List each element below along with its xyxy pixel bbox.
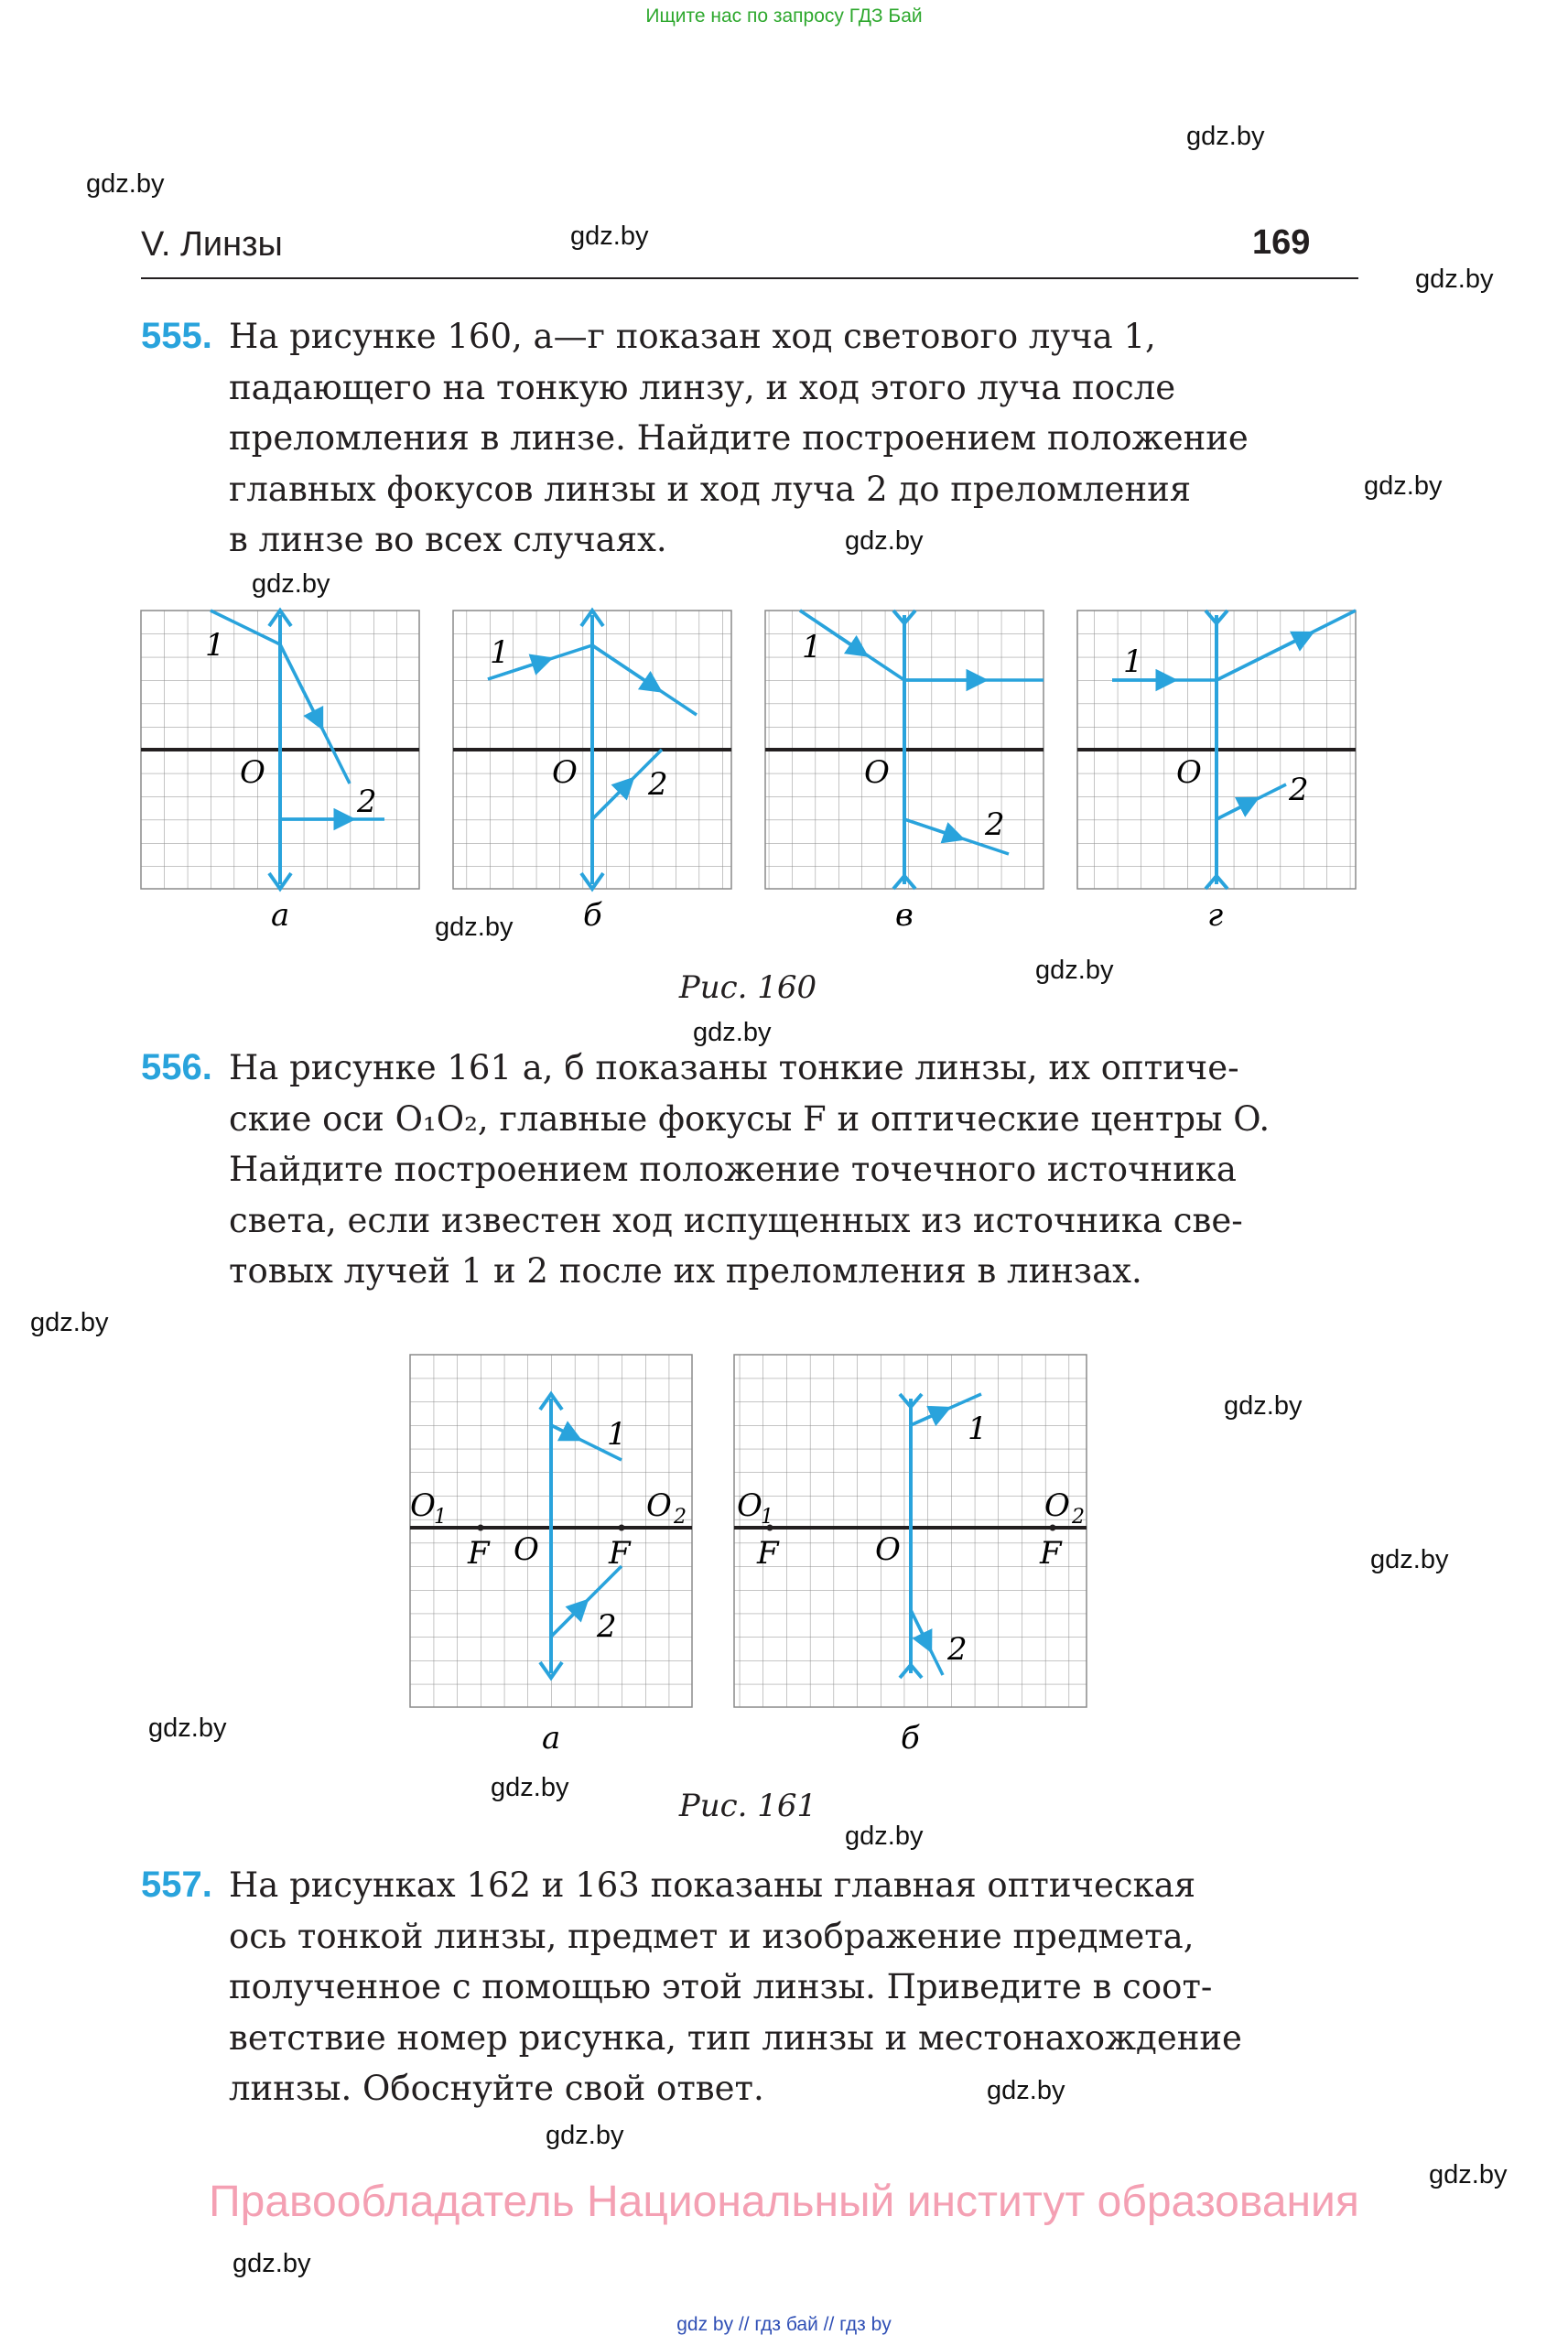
text-line: в линзе во всех случаях. [229,520,667,559]
panel-label: а [271,897,290,934]
watermark: gdz.by [1429,2160,1508,2189]
ray-1-label: 1 [607,1416,627,1453]
watermark: gdz.by [1035,956,1114,985]
text-line: ветствие номер рисунка, тип линзы и местонахождение [229,2017,1242,2058]
text-line: ские оси O₁O₂, главные фокусы F и оптические центры O. [229,1098,1271,1139]
axis-right-sub: 2 [1072,1506,1085,1529]
ray-1-label: 1 [1123,643,1143,680]
watermark: gdz.by [1415,265,1494,294]
watermark: gdz.by [845,1822,924,1851]
watermark: gdz.by [148,1714,227,1743]
panel-label: г [1207,897,1224,934]
text-line: товых лучей 1 и 2 после их преломления в линзах. [229,1251,1142,1291]
axis-left-sub: 1 [761,1506,773,1529]
problem-text [229,1043,1359,1297]
text-line: ось тонкой линзы, предмет и изображение предмета, [229,1916,1195,1956]
text-line: преломления в линзе. Найдите построением положение [229,418,1249,458]
axis-left-sub: 1 [434,1506,447,1529]
axis-right-label: O [646,1487,672,1524]
watermark: gdz.by [30,1308,109,1337]
watermark: gdz.by [232,2249,311,2278]
center-label: O [1176,754,1202,791]
page-number: 169 [1252,223,1311,262]
focus-label: F [468,1535,490,1572]
watermark: gdz.by [693,1018,772,1047]
problem-number: 556. [141,1047,212,1087]
panel-label: б [583,897,602,934]
chapter-title: V. Линзы [141,225,283,264]
panel-label: б [901,1720,920,1757]
text-line: На рисунке 160, а—г показан ход светового луча 1, [229,317,1156,356]
watermark: gdz.by [435,913,514,942]
text-line: линзы. Обоснуйте свой ответ. [229,2069,764,2108]
text-line: Найдите построением положение точечного источника [229,1150,1237,1189]
figure-caption: Рис. 160 [678,969,817,1006]
problem-number: 555. [141,316,212,356]
fig161-panel-b [734,1355,1087,1757]
problem-text [229,1860,1359,2114]
focus-label: F [757,1535,779,1572]
watermark: gdz.by [987,2076,1065,2105]
center-label: O [240,754,265,791]
fig160-panel-b [453,611,731,934]
watermark: gdz.by [1370,1545,1449,1574]
ray-2-label: 2 [985,806,1005,843]
panel-label: а [542,1720,561,1757]
figure-caption: Рис. 161 [678,1788,817,1824]
axis-left-label: O [737,1487,762,1524]
figure-160 [0,0,1568,1007]
axis-right-label: O [1044,1487,1070,1524]
focus-label: F [609,1535,631,1572]
problem-number: 557. [141,1865,212,1905]
fig160-panel-a [141,611,419,934]
text-line: главных фокусов линзы и ход луча 2 до преломления [229,469,1192,509]
text-line: падающего на тонкую линзу, и ход этого луча после [229,367,1176,407]
ray-2-label: 2 [1289,772,1309,808]
watermark: gdz.by [252,569,330,599]
fig161-panel-a [410,1355,692,1757]
watermark: gdz.by [1364,471,1443,501]
text-line: света, если известен ход испущенных из источника све- [229,1200,1243,1240]
center-label: O [552,754,578,791]
ray-2-label: 2 [597,1608,617,1645]
ray-1-label: 1 [968,1411,988,1447]
watermark: gdz.by [86,169,165,199]
watermark: gdz.by [570,222,649,251]
center-label: O [514,1531,539,1568]
text-line: На рисунках 162 и 163 показаны главная оптическая [229,1865,1196,1905]
watermark: gdz.by [1224,1391,1303,1421]
watermark: gdz.by [546,2121,624,2150]
focus-label: F [1040,1535,1062,1572]
text-line: полученное с помощью этой линзы. Приведите в соот- [229,1967,1213,2006]
fig160-panel-g [1077,611,1356,934]
ray-1-label: 1 [802,629,822,665]
watermark: gdz.by [845,526,924,556]
footer-note: gdz by // гдз бай // гдз by [676,2314,892,2335]
ray-2-label: 2 [357,784,377,820]
figure-161 [0,1281,1568,1831]
panel-label: в [895,897,914,934]
ray-1-label: 1 [205,627,225,664]
ray-2-label: 2 [648,766,668,803]
text-line: На рисунке 161 а, б показаны тонкие линзы, их оптиче- [229,1048,1239,1087]
watermark: gdz.by [1186,122,1265,151]
ray-2-label: 2 [947,1631,968,1668]
ray-1-label: 1 [490,634,510,671]
axis-left-label: O [410,1487,436,1524]
watermark: gdz.by [491,1773,569,1802]
copyright-notice: Правообладатель Национальный институт образования [209,2178,1359,2226]
center-label: O [875,1531,901,1568]
fig160-panel-v [765,611,1044,934]
axis-right-sub: 2 [674,1506,687,1529]
header-note: Ищите нас по запросу ГДЗ Бай [645,5,923,27]
center-label: O [864,754,890,791]
